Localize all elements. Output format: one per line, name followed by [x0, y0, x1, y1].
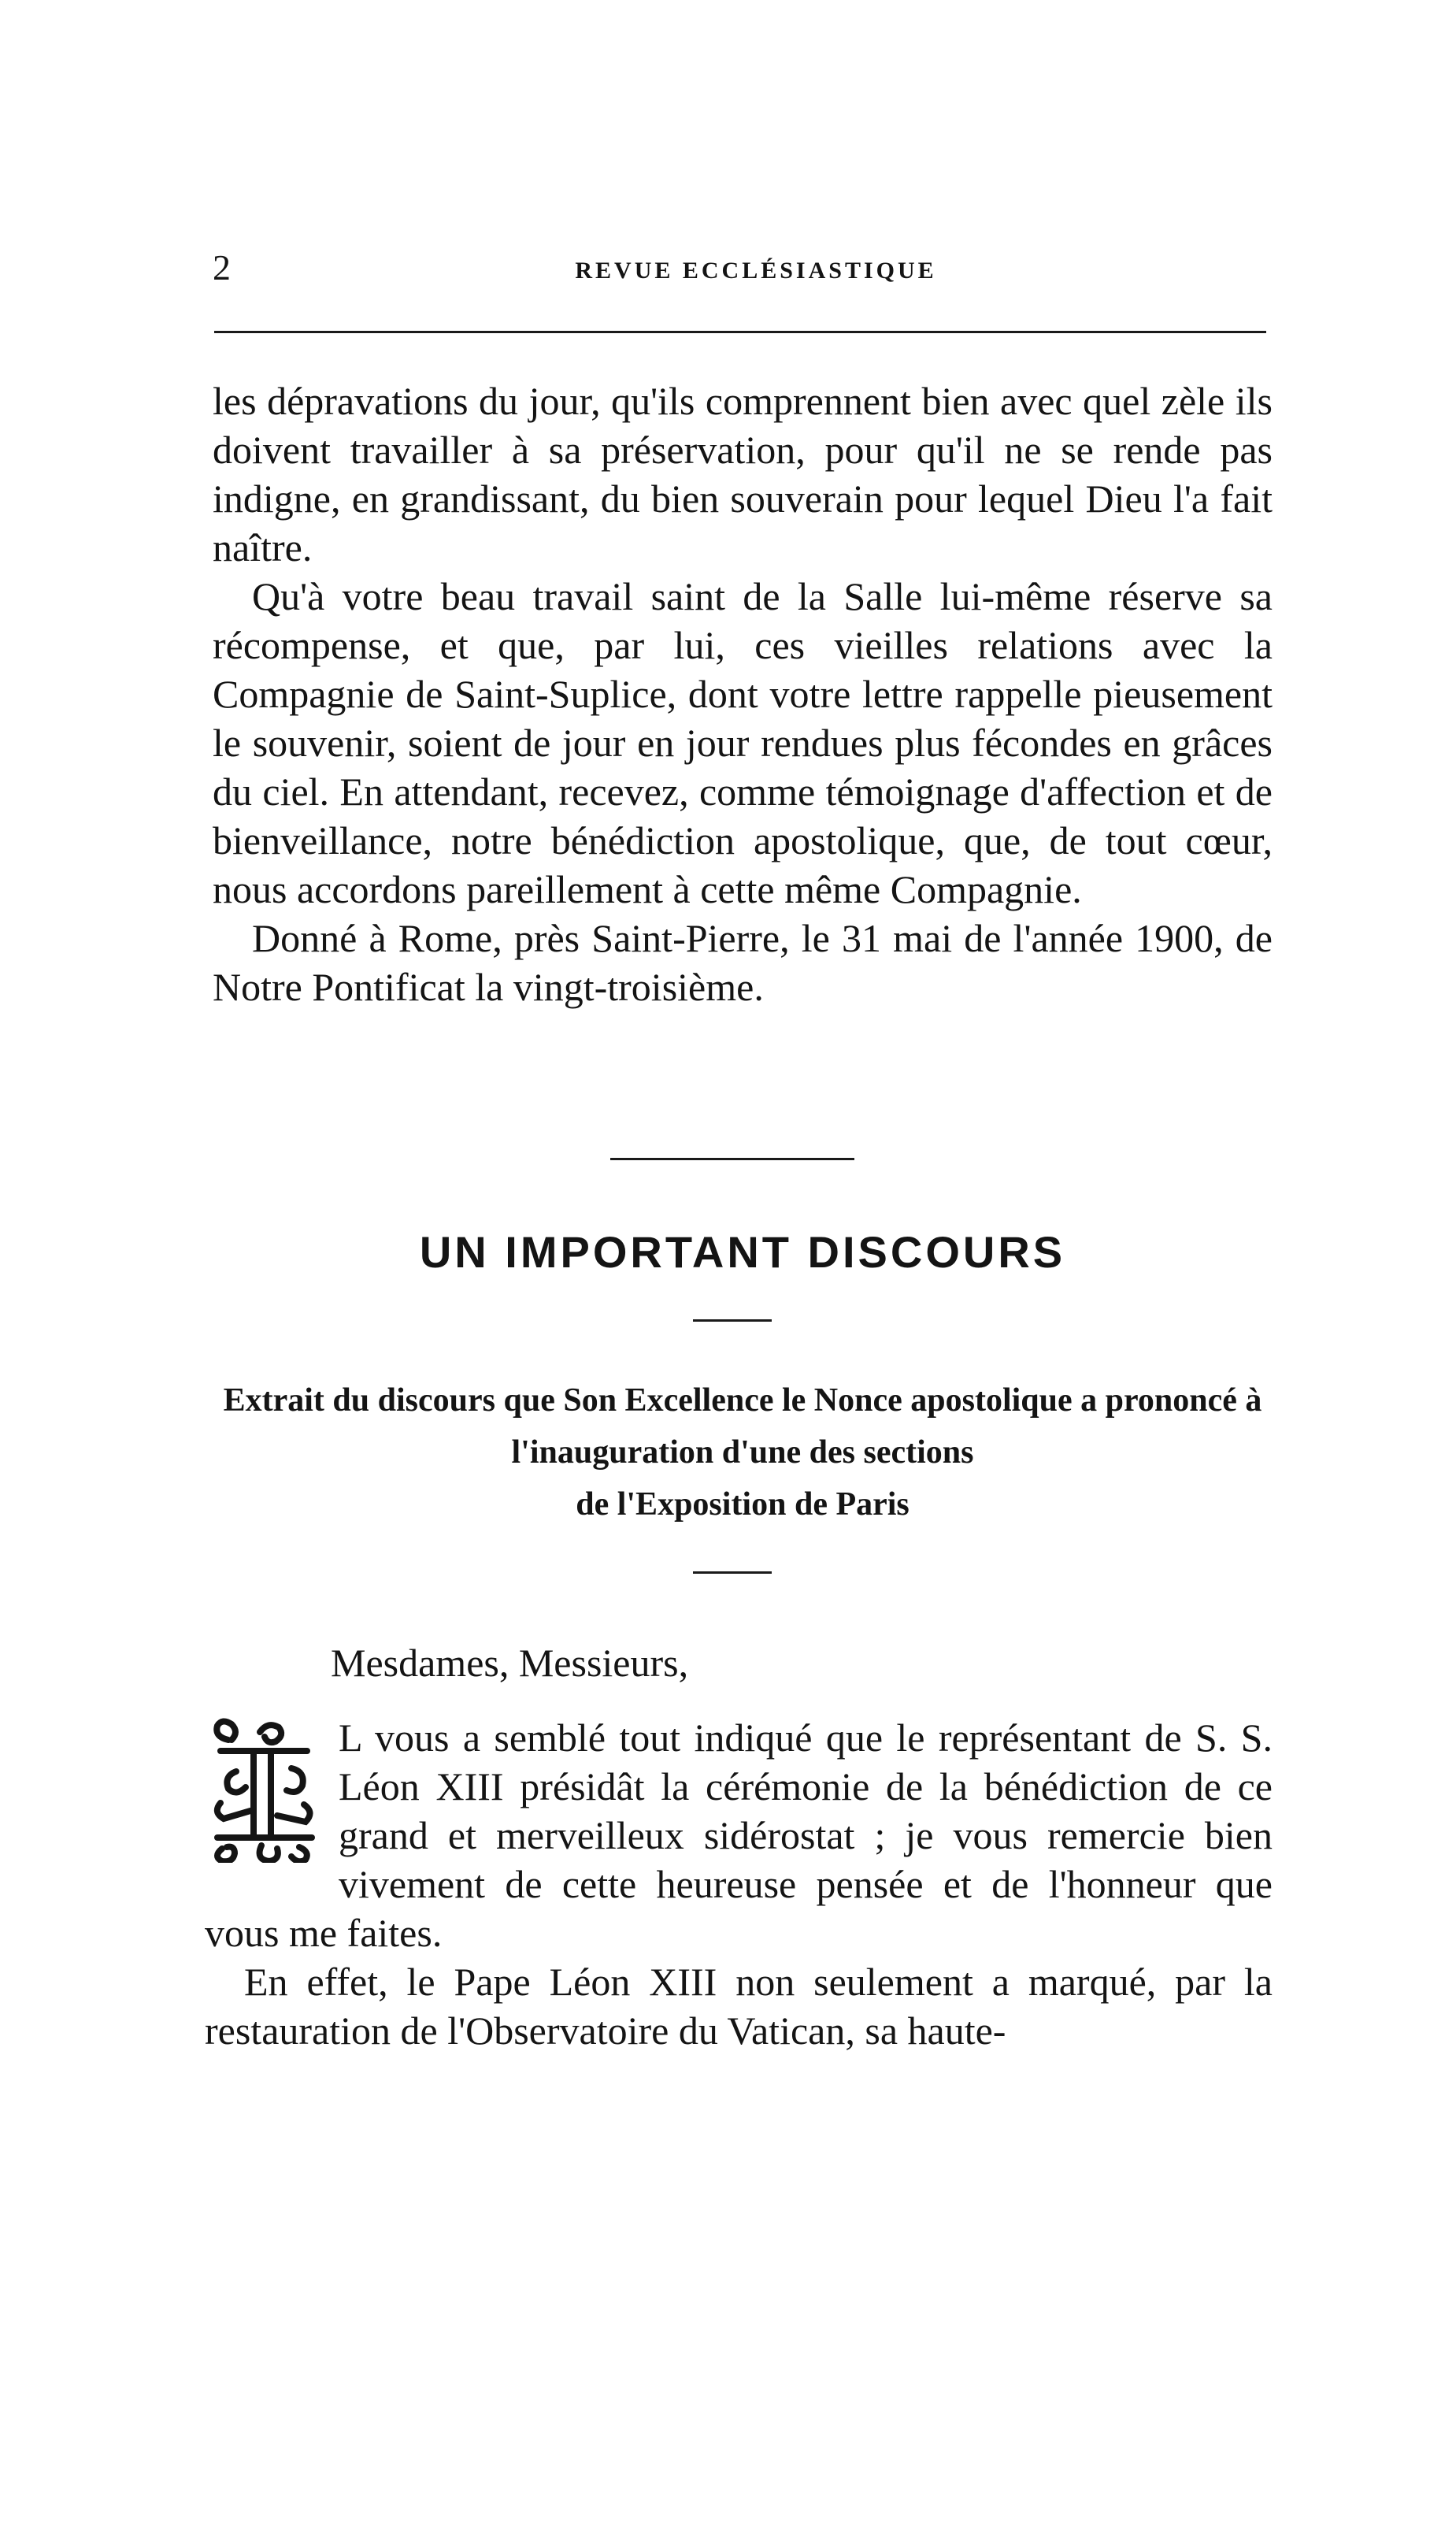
running-header [213, 244, 1299, 291]
letter-paragraph: les dépravations du jour, qu'ils comprennent bien avec quel zèle ils doivent travailler à sa préservation, pour qu'il ne se rende pas indigne, en grandissant, du bien souverain pour lequel Dieu l'a fait naître. [213, 379, 1273, 569]
title-short-rule [693, 1319, 772, 1322]
discourse-text [205, 1713, 1273, 2055]
subtitle-line: de l'Exposition de Paris [576, 1486, 910, 1523]
subtitle-short-rule [693, 1571, 772, 1574]
discourse-paragraph: L vous a semblé tout indiqué que le représentant de S. S. Léon XIII présidât la cérémonie de la bénédiction de ce grand et merveilleux sidérostat ; je vous remercie bien vivement de cette heureuse pensée et de l'honneur que vous me faites. [205, 1716, 1273, 1955]
salutation: Mesdames, Messieurs, [331, 1641, 689, 1685]
drop-cap-i-icon [205, 1716, 323, 1863]
discourse-paragraph: En effet, le Pape Léon XIII non seulement a marqué, par la restauration de l'Observatoire du Vatican, sa haute- [205, 1960, 1273, 2053]
letter-paragraph: Donné à Rome, près Saint-Pierre, le 31 mai de l'année 1900, de Notre Pontificat la vingt-troisième. [213, 916, 1273, 1009]
page-number: 2 [213, 247, 231, 287]
journal-title: REVUE ECCLÉSIASTIQUE [575, 258, 937, 284]
subtitle-line: Extrait du discours que Son Excellence le Nonce apostolique a prononcé à l'inauguration d'une des sections [223, 1382, 1262, 1471]
article-subtitle [213, 1374, 1273, 1530]
section-separator-rule [610, 1158, 854, 1160]
letter-text [213, 376, 1273, 1011]
ornamental-drop-cap [205, 1716, 323, 1863]
article-title: UN IMPORTANT DISCOURS [419, 1227, 1066, 1277]
letter-paragraph: Qu'à votre beau travail saint de la Salle lui-même réserve sa récompense, et que, par lui, ces vieilles relations avec la Compagnie de Saint-Suplice, dont votre lettre rappelle pieusement le souvenir, soient de jour en jour rendues plus fécondes en grâces du ciel. En attendant, recevez, comme témoignage d'affection et de bienveillance, notre bénédiction apostolique, que, de tout cœur, nous accordons pareillement à cette même Compagnie. [213, 574, 1273, 911]
header-rule [214, 331, 1266, 333]
